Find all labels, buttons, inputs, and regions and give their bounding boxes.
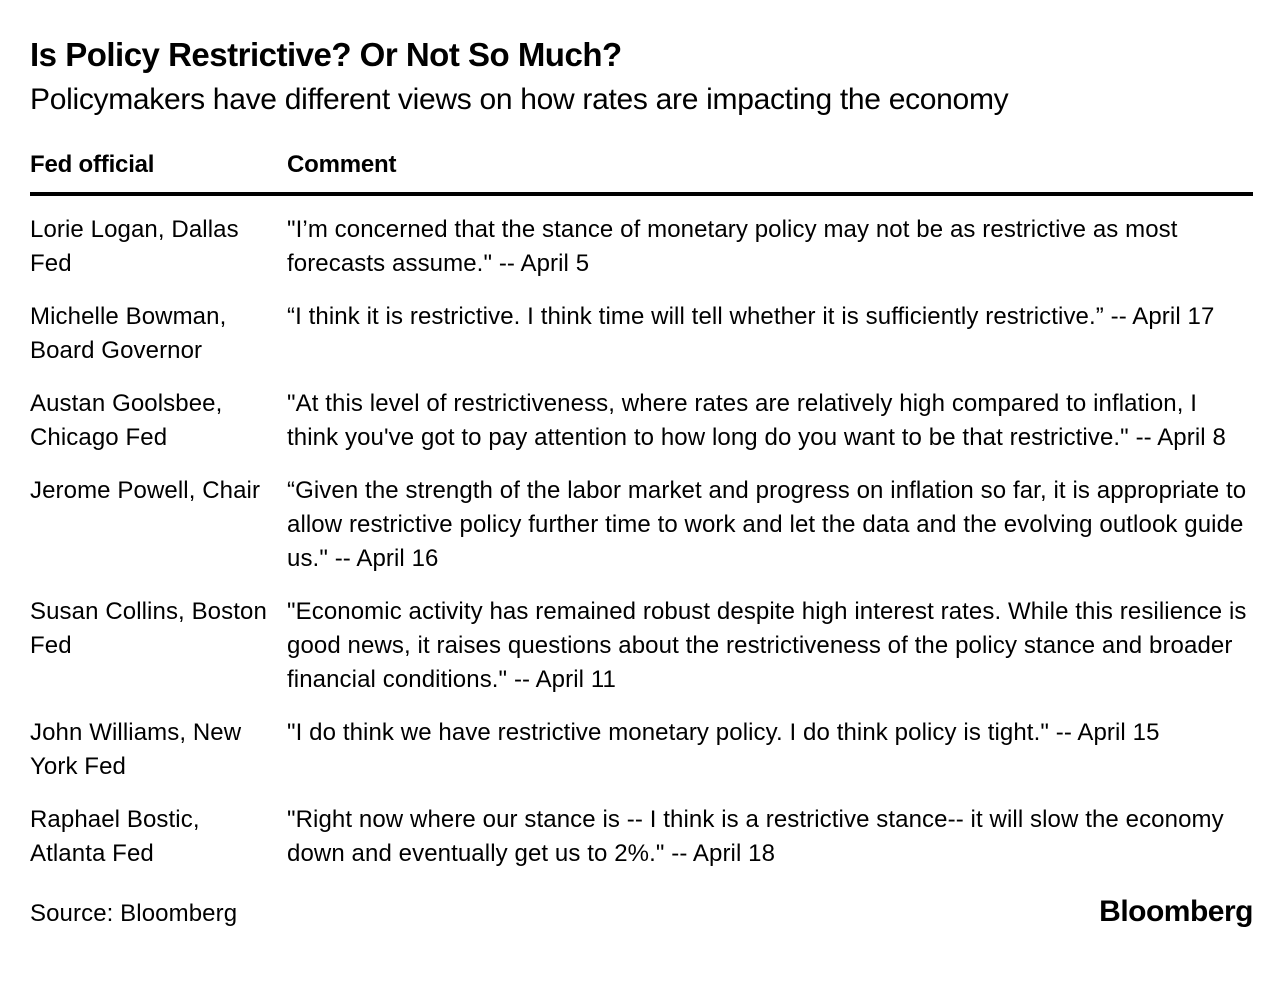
- comment-cell: "At this level of restrictiveness, where rates are relatively high compared to inflation, I think you've got to pay attention to how long do you want to be that restrictive." -- April 8: [287, 390, 1226, 452]
- comment-cell: "Economic activity has remained robust despite high interest rates. While this resilience is good news, it raises questions about the restrictiveness of the policy stance and broader financial conditions." -- April 11: [287, 598, 1247, 694]
- table-row: [30, 716, 1253, 784]
- footer: [30, 895, 1253, 929]
- table-row: [30, 474, 1253, 576]
- bloomberg-logo: Bloomberg: [1099, 895, 1253, 929]
- official-cell: Michelle Bowman, Board Governor: [30, 303, 227, 365]
- table-row: [30, 595, 1253, 697]
- official-cell: John Williams, New York Fed: [30, 719, 242, 781]
- table-row: [30, 213, 1253, 281]
- officials-table: [30, 151, 1253, 871]
- table-row: [30, 387, 1253, 455]
- table-row: [30, 803, 1253, 871]
- table-row: [30, 300, 1253, 368]
- official-cell: Jerome Powell, Chair: [30, 477, 261, 505]
- comment-cell: "Right now where our stance is -- I think is a restrictive stance-- it will slow the economy down and eventually get us to 2%." -- April 18: [287, 806, 1224, 868]
- official-cell: Lorie Logan, Dallas Fed: [30, 216, 239, 278]
- page-subtitle: Policymakers have different views on how rates are impacting the economy: [30, 82, 1009, 116]
- source-label: Source: Bloomberg: [30, 900, 238, 928]
- official-cell: Raphael Bostic, Atlanta Fed: [30, 806, 200, 868]
- comment-cell: “Given the strength of the labor market and progress on inflation so far, it is appropriate to allow restrictive policy further time to work and let the data and the evolving outlook guide us." -- April 16: [287, 477, 1247, 573]
- column-header-fed-official: Fed official: [30, 151, 155, 179]
- comment-cell: "I’m concerned that the stance of monetary policy may not be as restrictive as most forecasts assume." -- April 5: [287, 216, 1178, 278]
- comment-cell: “I think it is restrictive. I think time will tell whether it is sufficiently restrictive.” -- April 17: [287, 303, 1215, 331]
- official-cell: Susan Collins, Boston Fed: [30, 598, 267, 660]
- column-header-comment: Comment: [287, 151, 397, 179]
- official-cell: Austan Goolsbee, Chicago Fed: [30, 390, 223, 452]
- comment-cell: "I do think we have restrictive monetary policy. I do think policy is tight." -- April 15: [287, 719, 1160, 747]
- page-title: Is Policy Restrictive? Or Not So Much?: [30, 36, 622, 73]
- table-body: [30, 196, 1253, 871]
- table-header-row: [30, 151, 1253, 192]
